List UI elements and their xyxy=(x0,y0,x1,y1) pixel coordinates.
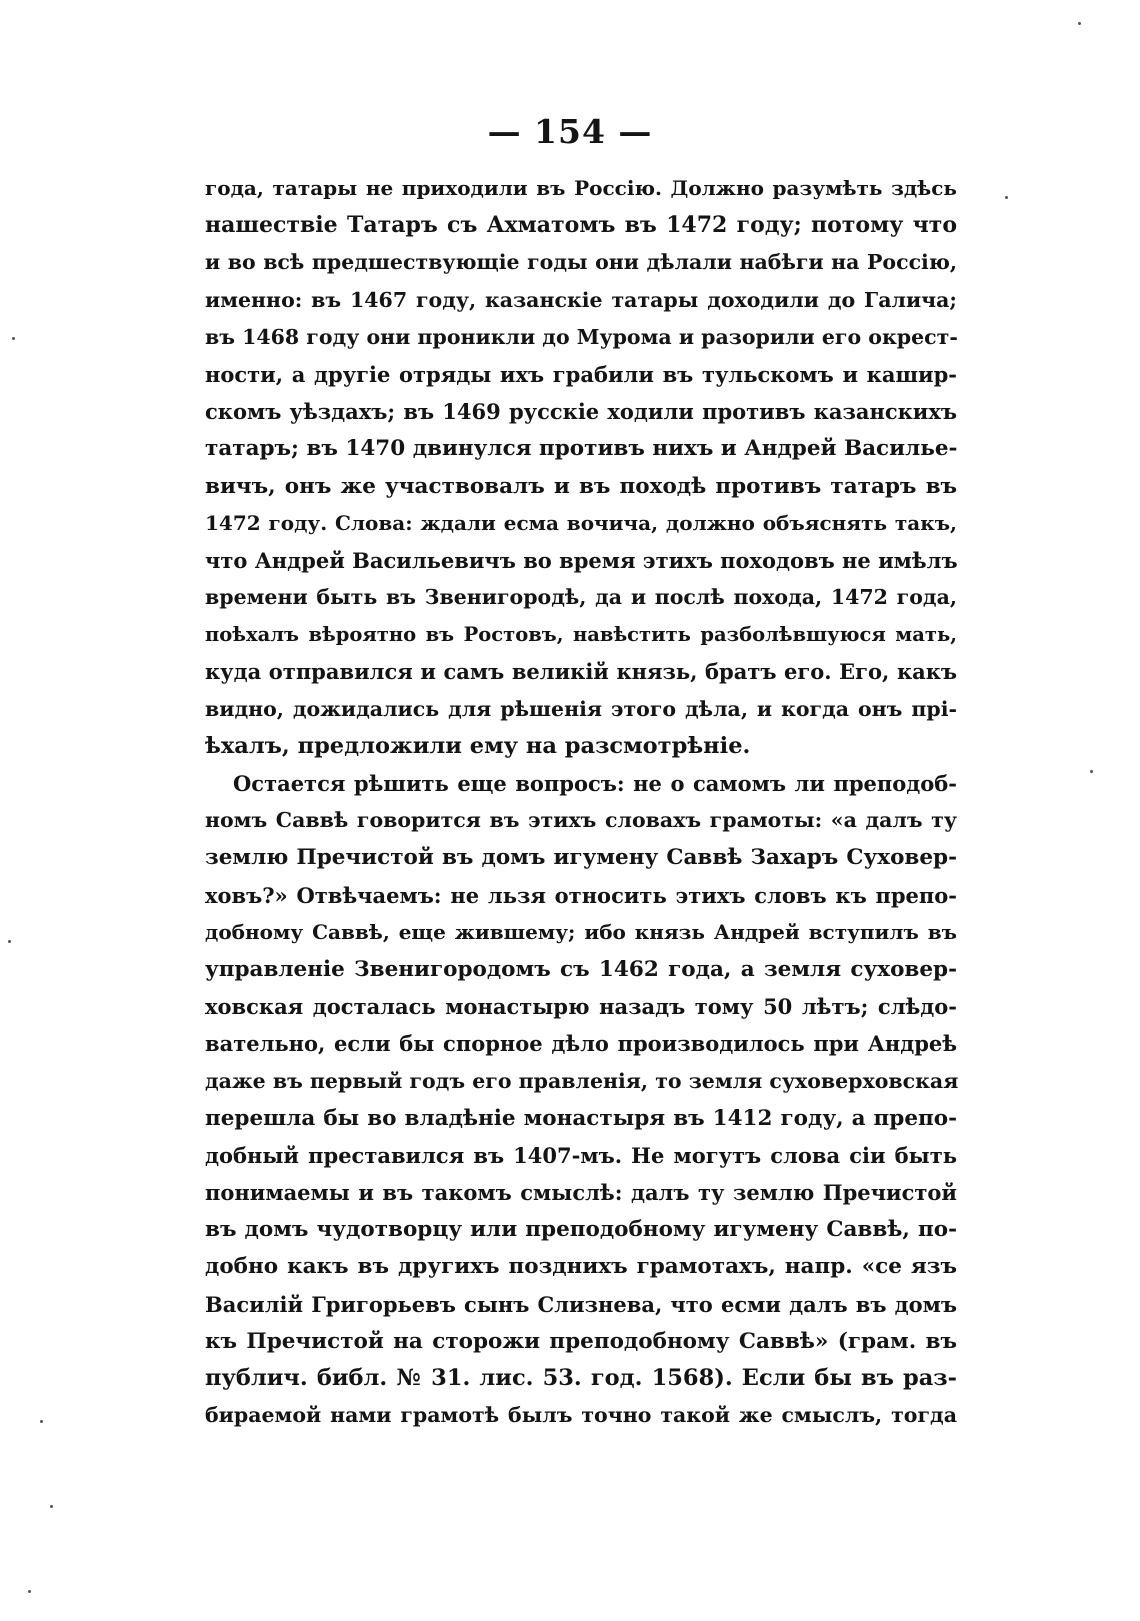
text-line: публич. библ. № 31. лис. 53. год. 1568). Если бы въ раз- xyxy=(205,1365,957,1391)
text-line: понимаемы и въ такомъ смыслѣ: далъ ту землю Пречистой xyxy=(205,1180,957,1206)
text-line: въ 1468 году они проникли до Мурома и разорили его окрест- xyxy=(205,324,958,349)
text-line: именно: въ 1467 году, казанскiе татары доходили до Галича; xyxy=(205,287,957,312)
text-line: ховъ?» Отвѣчаемъ: не льзя относить этихъ словъ къ препо- xyxy=(205,882,957,908)
text-line: перешла бы во владѣнiе монастыря въ 1412 году, а препо- xyxy=(205,1105,957,1131)
scan-speck xyxy=(8,940,11,943)
text-line: номъ Саввѣ говорится въ этихъ словахъ грамоты: «а далъ ту xyxy=(205,808,957,833)
text-line: поѣхалъ вѣроятно въ Ростовъ, навѣстить разболѣвшуюся мать, xyxy=(205,623,957,647)
scan-speck xyxy=(12,337,15,340)
text-line: татаръ; въ 1470 двинулся противъ нихъ и Андрей Василье- xyxy=(205,436,958,462)
text-line: видно, дожидались для рѣшенiя этого дѣла, и когда онъ прi- xyxy=(205,696,957,721)
text-line: Василiй Григорьевъ сынъ Слизнева, что есми далъ въ домъ xyxy=(205,1291,957,1317)
text-line: вичъ, онъ же участвовалъ и въ походѣ противъ татаръ въ xyxy=(205,473,957,499)
page-number: — 154 — xyxy=(487,112,653,151)
scan-speck xyxy=(1005,196,1008,199)
text-line: ховская досталась монастырю назадъ тому 50 лѣтъ; слѣдо- xyxy=(205,994,957,1020)
text-line: 1472 году. Слова: ждали есма вочича, должно объяснять такъ, xyxy=(205,510,957,535)
text-line: землю Пречистой въ домъ игумену Саввѣ Захаръ Суховер- xyxy=(205,845,957,871)
text-line: въ домъ чудотворцу или преподобному игумену Саввѣ, по- xyxy=(205,1217,957,1243)
paragraph-end-line: ѣхалъ, предложили ему на разсмотрѣнiе. xyxy=(205,732,751,759)
scan-speck xyxy=(50,1505,53,1508)
text-line: вательно, если бы спорное дѣло производилось при Андреѣ xyxy=(205,1031,957,1057)
text-line: бираемой нами грамотѣ былъ точно такой же смыслъ, тогда xyxy=(205,1403,957,1428)
text-line: и во всѣ предшествующiе годы они дѣлали набѣги на Россiю, xyxy=(205,250,957,275)
body-text xyxy=(205,170,957,1434)
text-line: ности, а другiе отряды ихъ грабили въ тульскомъ и кашир- xyxy=(205,361,957,387)
scan-speck xyxy=(28,1590,31,1593)
text-line: управленiе Звенигородомъ съ 1462 года, а земля суховер- xyxy=(205,956,957,982)
text-line: что Андрей Васильевичъ во время этихъ походовъ не имѣлъ xyxy=(205,547,958,573)
text-line: куда отправился и самъ великiй князь, братъ его. Его, какъ xyxy=(205,659,957,685)
text-line: добному Саввѣ, еще жившему; ибо князь Андрей вступилъ въ xyxy=(205,919,957,944)
scan-speck xyxy=(1090,770,1093,773)
text-line: даже въ первый годъ его правленiя, то земля суховерховская xyxy=(205,1068,959,1093)
text-line: скомъ уѣздахъ; въ 1469 русскiе ходили противъ казанскихъ xyxy=(205,399,957,425)
text-line: къ Пречистой на сторожи преподобному Саввѣ» (грам. въ xyxy=(205,1328,957,1354)
paragraph-start-line: Остается рѣшить еще вопросъ: не о самомъ ли преподоб- xyxy=(233,771,957,796)
text-line: добный преставился въ 1407-мъ. Не могутъ слова сiи быть xyxy=(205,1142,957,1168)
scan-speck xyxy=(40,1420,43,1423)
text-line: нашествiе Татаръ съ Ахматомъ въ 1472 году; потому что xyxy=(205,212,957,239)
scan-speck xyxy=(1078,22,1081,25)
text-line: времени быть въ Звенигородѣ, да и послѣ похода, 1472 года, xyxy=(205,585,957,610)
text-line: добно какъ въ другихъ позднихъ грамотахъ, напр. «се язъ xyxy=(205,1254,957,1280)
text-line: года, татары не приходили въ Россiю. Должно разумѣть здѣсь xyxy=(205,176,957,200)
